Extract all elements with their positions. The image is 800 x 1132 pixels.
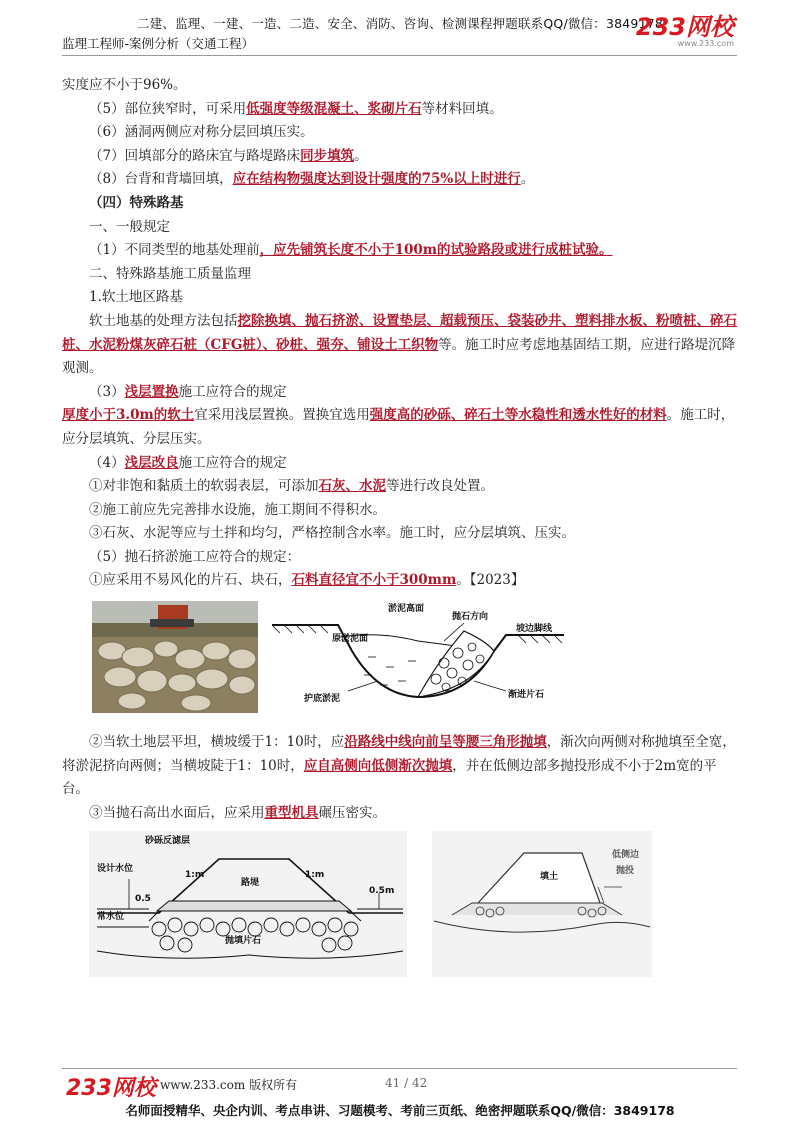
label-throw-direction: 抛石方向 <box>452 612 489 623</box>
paragraph: （7）回填部分的路床宜与路堤路床同步填筑。 <box>89 147 368 164</box>
paragraph: （8）台背和背墙回填，应在结构物强度达到设计强度的75%以上时进行。 <box>89 171 535 188</box>
figure-row-1 <box>62 597 740 725</box>
label-silt-top: 淤泥高面 <box>388 604 425 615</box>
paragraph: 厚度小于3.0m的软土宜采用浅层置换。置换宜选用强度高的砂砾、碎石土等水稳性和透水性好的材料。施工时，应分层填筑、分层压实。 <box>62 407 735 447</box>
highlight: 重型机具 <box>264 804 319 821</box>
label-slope-right: 1:m <box>305 870 325 881</box>
highlight: 沿路线中线向前呈等腰三角形抛填 <box>344 734 547 751</box>
label-low-side: 低侧边 <box>612 850 640 861</box>
paragraph: （3）浅层置换施工应符合的规定 <box>89 383 287 400</box>
highlight: 挖除换填、抛石挤淤、设置垫层、超载预压、袋装砂井、塑料排水板、粉喷桩、碎石桩、水泥粉煤灰碎石桩（CFG桩）、砂桩、强夯、铺设土工织物 <box>62 312 737 353</box>
footer-copyright: www.233.com 版权所有 <box>160 1078 298 1092</box>
section-heading: 二、特殊路基施工质量监理 <box>89 265 251 282</box>
highlight: 石灰、水泥 <box>318 478 386 495</box>
riprap-cross-section-diagram <box>268 601 568 715</box>
page-content <box>62 74 740 981</box>
section-heading: 1.软土地区路基 <box>89 289 183 306</box>
paragraph: 实度应不小于96%。 <box>62 77 187 93</box>
page-number: 41 / 42 <box>385 1076 428 1090</box>
riprap-photo <box>92 601 258 713</box>
label-progressive-rock: 渐进片石 <box>508 690 545 701</box>
brand-logo-url: www.233.com <box>677 39 734 48</box>
highlight: 浅层置换 <box>124 383 179 400</box>
label-fill: 填土 <box>540 872 559 883</box>
sloped-riprap-diagram <box>432 831 652 977</box>
paragraph: ③当抛石高出水面后，应采用重型机具碾压密实。 <box>89 804 386 821</box>
footer-divider <box>62 1068 737 1069</box>
highlight: ，应先铺筑长度不小于100m的试验路段或进行成桩试验。 <box>259 242 613 259</box>
paragraph: （5）抛石挤淤施工应符合的规定： <box>89 548 301 565</box>
label-dump: 抛投 <box>616 866 635 877</box>
paragraph: （1）不同类型的地基处理前，应先铺筑长度不小于100m的试验路段或进行成桩试验。 <box>89 242 613 259</box>
highlight: 石料直径宜不小于300mm <box>291 572 457 589</box>
header-divider <box>62 55 737 56</box>
brand-logo-text: 233网校 <box>635 13 734 41</box>
header-banner: 二建、监理、一建、一造、二造、安全、消防、咨询、检测课程押题联系QQ/微信：3849178 <box>136 16 664 31</box>
footer-banner: 名师面授精华、央企内训、考点串讲、习题模考、考前三页纸、绝密押题联系QQ/微信：3849178 <box>125 1103 675 1118</box>
highlight: 强度高的砂砾、碎石土等水稳性和透水性好的材料 <box>369 407 667 424</box>
highlight: 应在结构物强度达到设计强度的75%以上时进行 <box>232 171 521 188</box>
label-original-silt: 原淤泥面 <box>332 634 369 645</box>
paragraph: 软土地基的处理方法包括挖除换填、抛石挤淤、设置垫层、超载预压、袋装砂井、塑料排水板、粉喷桩、碎石桩、水泥粉煤灰碎石桩（CFG桩）、砂桩、强夯、铺设土工织物等。施工时应考虑地基固结工期，应进行路堤沉降观测。 <box>62 312 737 377</box>
highlight: 应自高侧向低侧渐次抛填 <box>303 757 453 774</box>
section-heading: 一、一般规定 <box>89 218 170 235</box>
highlight: 同步填筑 <box>300 147 355 164</box>
label-design-water-level: 设计水位 <box>97 864 134 875</box>
paragraph: （6）涵洞两侧应对称分层回填压实。 <box>89 124 314 141</box>
paragraph: ①对非饱和黏质土的软弱表层，可添加石灰、水泥等进行改良处置。 <box>89 478 494 495</box>
document-title: 监理工程师-案例分析（交通工程） <box>62 36 255 51</box>
label-slope-toe: 坡边脚线 <box>516 624 553 635</box>
highlight: 浅层改良 <box>124 454 179 471</box>
figure-row-2 <box>62 831 740 981</box>
paragraph: ③石灰、水泥等应与土拌和均匀，严格控制含水率。施工时，应分层填筑、压实。 <box>89 525 575 542</box>
paragraph: （4）浅层改良施工应符合的规定 <box>89 454 287 471</box>
label-height-left: 0.5 <box>135 894 151 905</box>
label-embankment: 路堤 <box>241 878 260 889</box>
paragraph: ①应采用不易风化的片石、块石，石料直径宜不小于300mm。【2023】 <box>89 572 525 589</box>
highlight: 厚度小于3.0m的软土 <box>62 407 195 424</box>
footer-logo: 233网校 <box>66 1076 156 1101</box>
brand-logo <box>636 14 734 48</box>
section-heading: （四）特殊路基 <box>89 194 184 211</box>
label-bottom-silt: 护底淤泥 <box>304 694 341 705</box>
highlight: 低强度等级混凝土、浆砌片石 <box>246 100 422 117</box>
paragraph: ②当软土地层平坦，横坡缓于1：10时，应沿路线中线向前呈等腰三角形抛填，渐次向两侧对称抛填至全宽，将淤泥挤向两侧；当横坡陡于1：10时，应自高侧向低侧渐次抛填，并在低侧边部多抛投形成不小于2m宽的平台。 <box>62 734 736 798</box>
label-slope-left: 1:m <box>185 870 205 881</box>
label-riprap: 抛填片石 <box>225 936 262 947</box>
label-sand-filter: 砂砾反滤层 <box>145 836 191 847</box>
embankment-riprap-diagram <box>89 831 407 977</box>
label-height-right: 0.5m <box>369 886 395 897</box>
paragraph: （5）部位狭窄时，可采用低强度等级混凝土、浆砌片石等材料回填。 <box>89 100 503 117</box>
label-normal-water-level: 常水位 <box>97 912 125 923</box>
paragraph: ②施工前应先完善排水设施，施工期间不得积水。 <box>89 501 386 518</box>
